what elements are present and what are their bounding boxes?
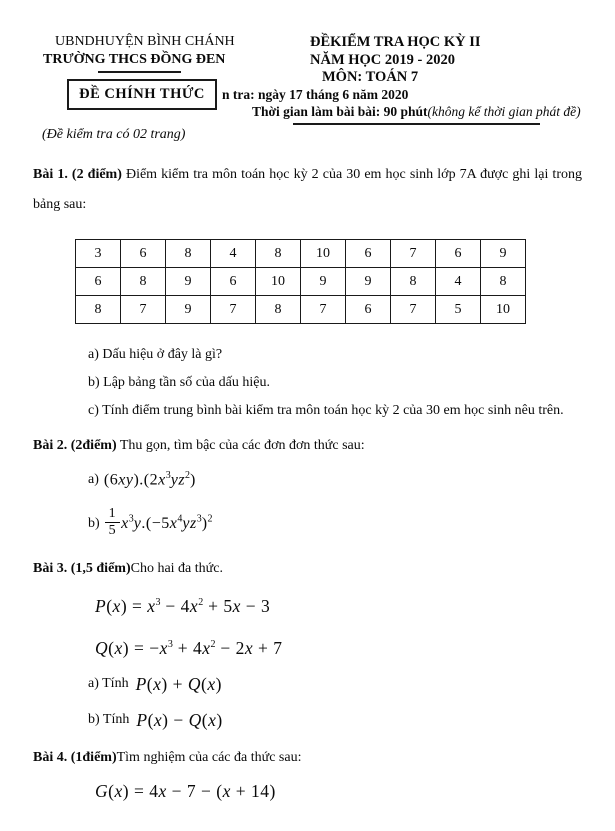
score-cell: 6 [436, 240, 481, 268]
duration-bold: Thời gian làm bài bài: 90 phút [252, 104, 428, 119]
problem2-item-b-formula [105, 508, 213, 540]
org-name: UBNDHUYỆN BÌNH CHÁNH [55, 34, 235, 49]
score-cell: 8 [391, 268, 436, 296]
school-year: NĂM HỌC 2019 - 2020 [310, 52, 455, 68]
problem2-item-b [88, 504, 582, 544]
score-cell: 8 [481, 268, 526, 296]
problem1-part-c: c) Tính điểm trung bình bài kiểm tra môn toán học kỳ 2 của 30 em học sinh nêu trên. [88, 403, 564, 418]
score-cell: 8 [166, 240, 211, 268]
problem1-part-a: a) Dấu hiệu ở đây là gì? [88, 347, 223, 362]
school-name: TRƯỜNG THCS ĐỒNG ĐEN [43, 52, 226, 67]
score-table [75, 239, 526, 324]
score-cell: 8 [121, 268, 166, 296]
problem1-intro-text: Điểm kiểm tra môn toán học kỳ 2 của 30 em học sinh lớp 7A được ghi lại trong bảng sau: [33, 167, 582, 212]
score-cell: 9 [166, 268, 211, 296]
problem2-item-a-label: a) [88, 472, 99, 487]
duration-line [252, 104, 581, 120]
score-cell: 6 [211, 268, 256, 296]
problem2-item-b-rest: $x^3y.(-5x^4yz^3)^2$ [121, 513, 213, 532]
problem2-item-a [88, 465, 582, 495]
polynomial-p-math: $P(x) = x^3 - 4x^2 + 5x - 3$ [95, 596, 271, 616]
score-cell: 6 [76, 268, 121, 296]
score-cell: 4 [436, 268, 481, 296]
score-cell: 10 [301, 240, 346, 268]
exam-title: ĐỀKIỂM TRA HỌC KỲ II [310, 34, 481, 50]
score-cell: 4 [211, 240, 256, 268]
score-table-row [76, 296, 526, 324]
problem2-heading [33, 434, 582, 458]
score-cell: 9 [346, 268, 391, 296]
problem1-parts [33, 341, 582, 425]
problem4-intro-text: Tìm nghiệm của các đa thức sau: [116, 750, 302, 765]
duration-underline [293, 123, 540, 125]
fraction-denominator: 5 [105, 522, 121, 538]
polynomial-g-math: G(x) = 4x − 7 − (x + 14) [95, 780, 276, 801]
problem3-part-b [88, 703, 582, 737]
score-cell: 6 [346, 296, 391, 324]
exam-body [33, 160, 582, 808]
polynomial-q-equation [95, 632, 582, 665]
score-cell: 5 [436, 296, 481, 324]
problem2-item-b-label: b) [88, 516, 100, 531]
score-cell: 7 [121, 296, 166, 324]
problem1-label: Bài 1. (2 điểm) [33, 167, 122, 182]
problem2-label: Bài 2. (2điểm) [33, 438, 117, 453]
score-cell: 8 [76, 296, 121, 324]
problem3-heading [33, 557, 582, 581]
score-cell: 10 [481, 296, 526, 324]
score-table-row [76, 268, 526, 296]
exam-date-line: n tra: ngày 17 tháng 6 năm 2020 [222, 87, 409, 102]
polynomial-q-math: $Q(x) = -x^3 + 4x^2 - 2x + 7$ [95, 638, 283, 658]
score-cell: 6 [121, 240, 166, 268]
score-cell: 9 [166, 296, 211, 324]
problem2-item-a-formula: $(6xy).(2x^3yz^2)$ [103, 470, 196, 489]
score-cell: 7 [391, 240, 436, 268]
score-cell: 8 [256, 240, 301, 268]
score-cell: 7 [211, 296, 256, 324]
problem4-heading [33, 746, 582, 770]
score-cell: 10 [256, 268, 301, 296]
problem3-label: Bài 3. (1,5 điểm) [33, 561, 131, 576]
score-cell: 3 [76, 240, 121, 268]
official-exam-stamp-box: ĐỀ CHÍNH THỨC [67, 79, 217, 110]
problem4-label: Bài 4. (1điểm) [33, 750, 117, 765]
score-table-row [76, 240, 526, 268]
problem2-intro-text: Thu gọn, tìm bậc của các đơn đơn thức sau: [116, 438, 365, 453]
polynomial-g-equation [95, 774, 582, 808]
problem1-part-b: b) Lập bảng tần số của dấu hiệu. [88, 375, 270, 390]
score-cell: 7 [301, 296, 346, 324]
fraction-numerator: 1 [108, 506, 117, 522]
polynomial-p-equation [95, 590, 582, 623]
problem3-part-b-label: b) Tính [88, 712, 130, 727]
fraction-one-fifth [105, 506, 121, 538]
problem1-intro [33, 160, 582, 220]
score-cell: 6 [346, 240, 391, 268]
problem3-part-b-formula: P(x) − Q(x) [136, 709, 223, 730]
problem3-intro-text: Cho hai đa thức. [130, 561, 223, 576]
school-name-underline [98, 71, 181, 73]
pages-note: (Đề kiểm tra có 02 trang) [42, 127, 186, 142]
score-cell: 9 [301, 268, 346, 296]
subject-line: MÔN: TOÁN 7 [322, 69, 419, 85]
score-cell: 7 [391, 296, 436, 324]
problem3-part-a [88, 667, 582, 701]
duration-note: (không kể thời gian phát đề) [427, 104, 581, 119]
problem3-part-a-label: a) Tính [88, 676, 129, 691]
score-cell: 8 [256, 296, 301, 324]
score-cell: 9 [481, 240, 526, 268]
problem3-part-a-formula: P(x) + Q(x) [135, 673, 222, 694]
